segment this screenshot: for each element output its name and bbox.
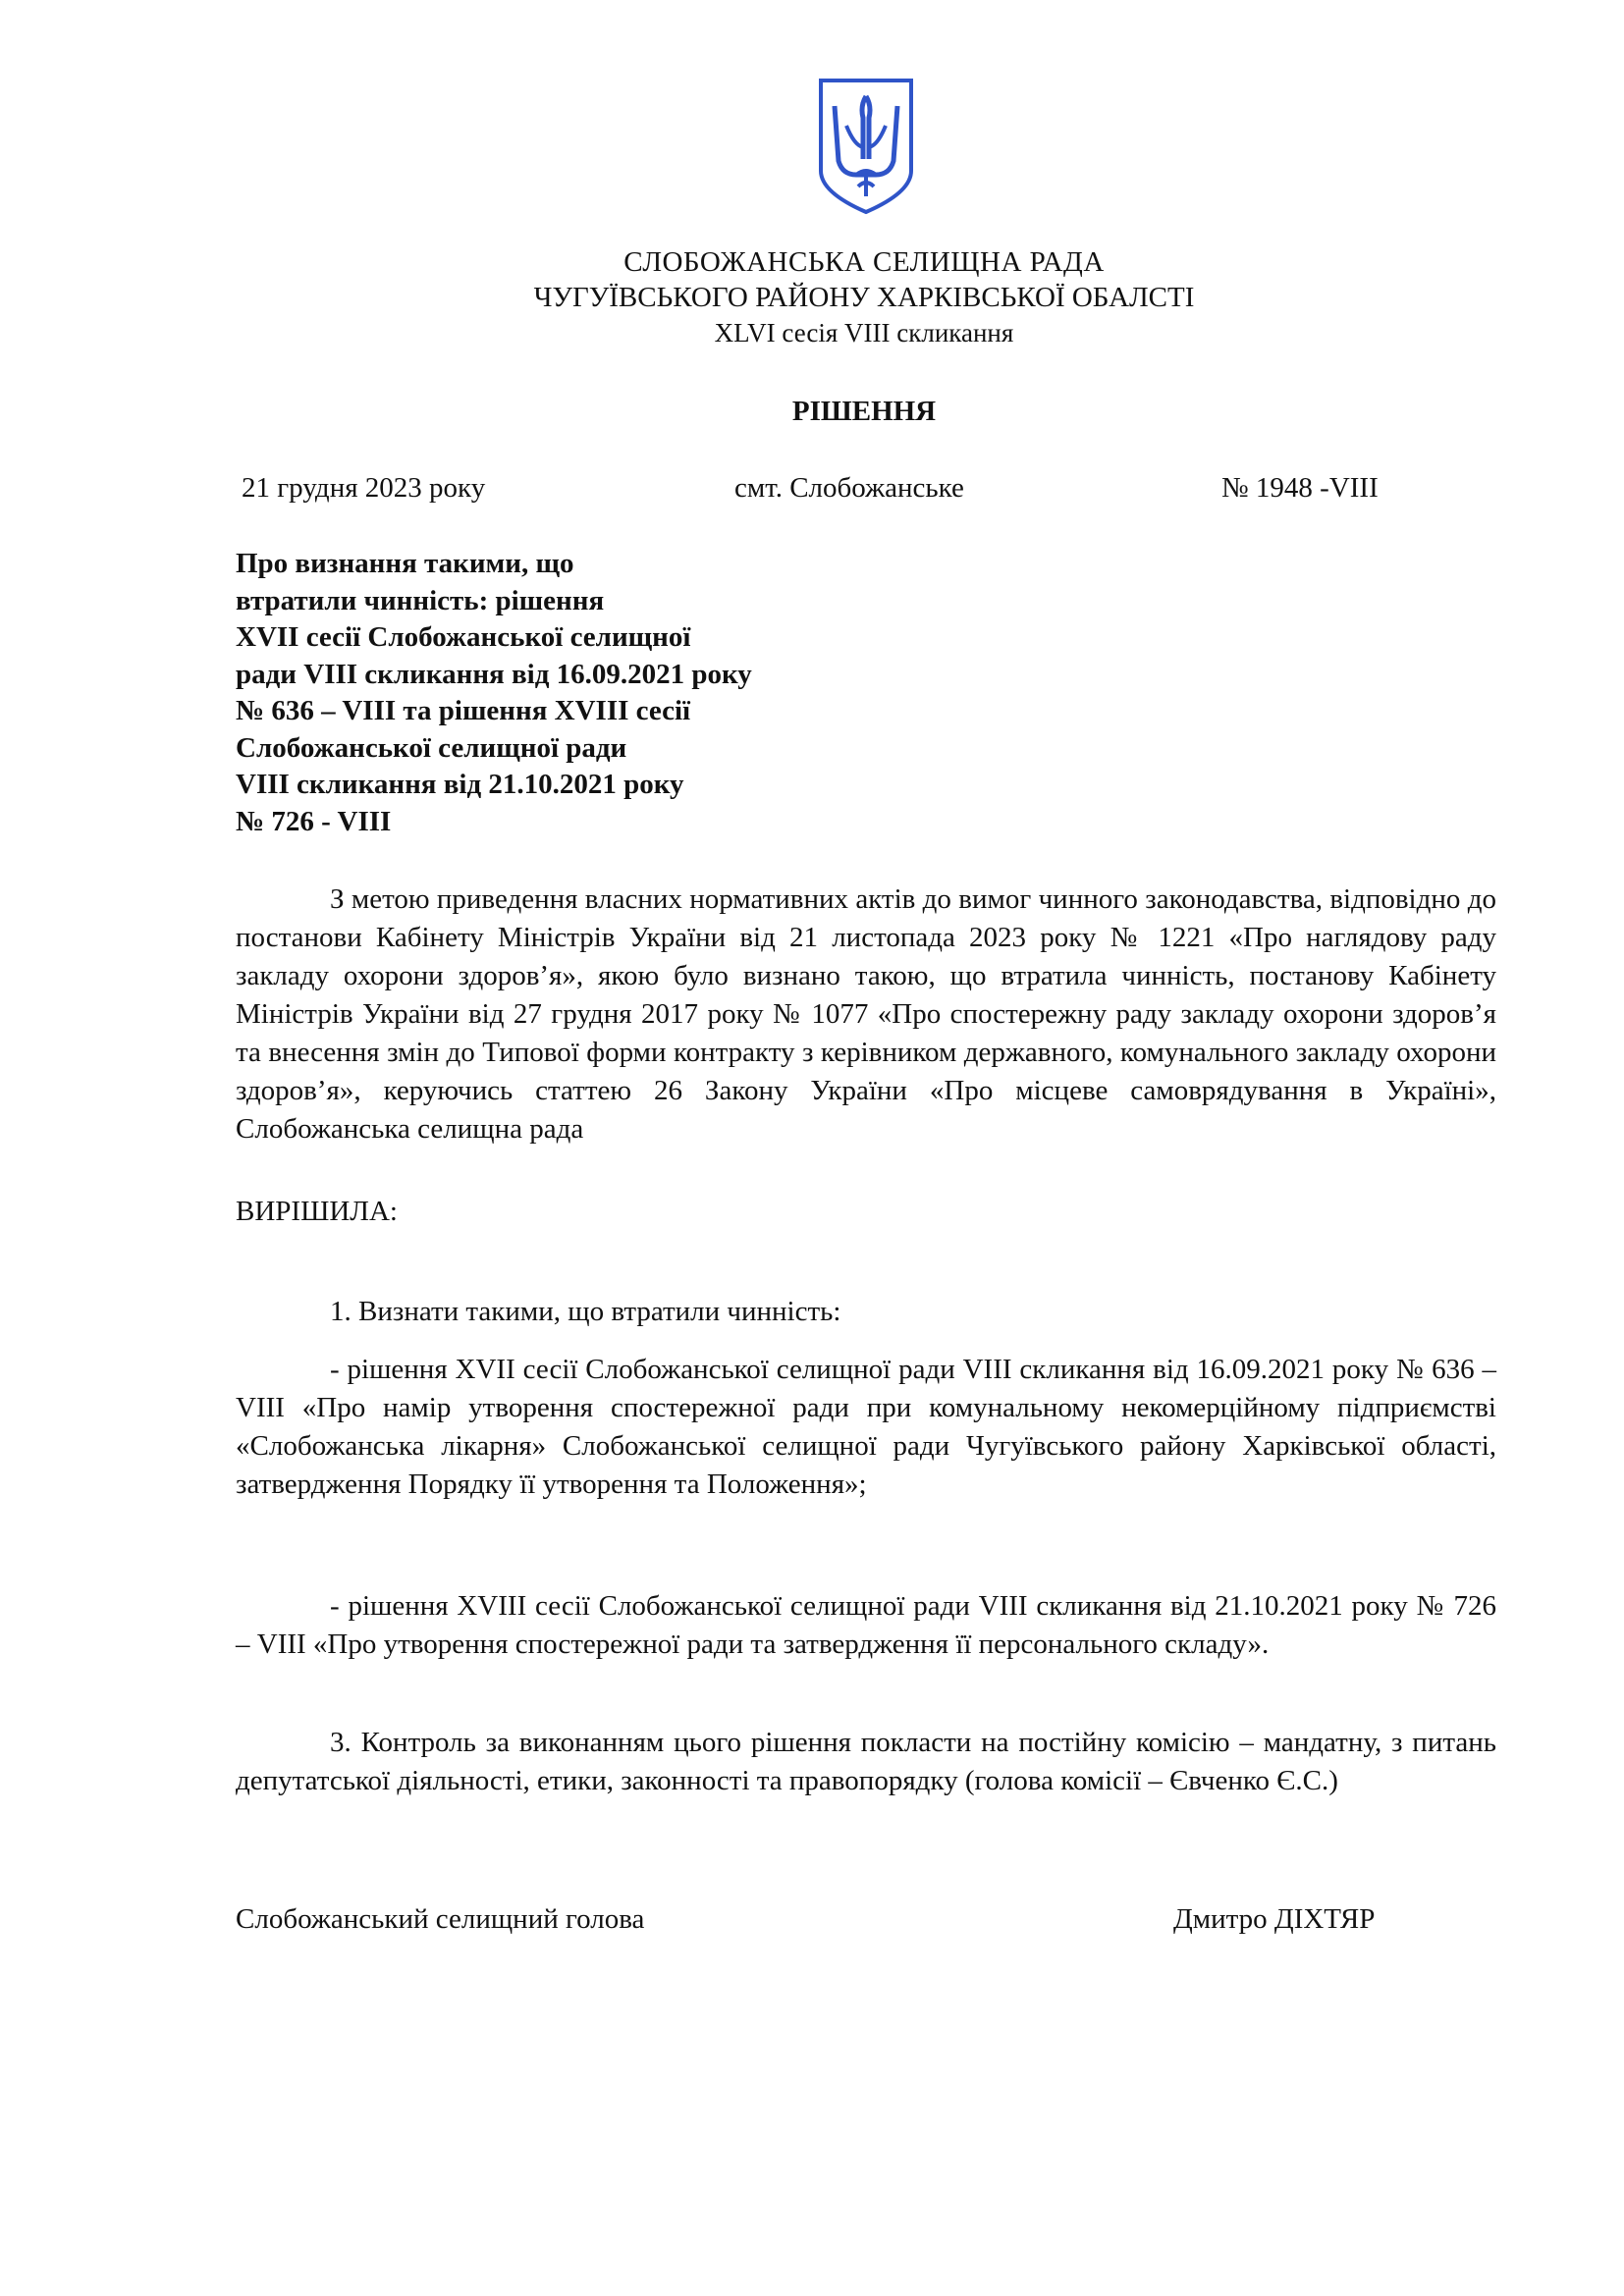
subject-line: втратили чинність: рішення (236, 584, 605, 616)
session-line: XLVI сесія VIII скликання (714, 318, 1014, 347)
decision-date: 21 грудня 2023 року (242, 472, 486, 504)
document-title: РІШЕННЯ (791, 396, 937, 427)
subject-line: ради VIII скликання від 16.09.2021 року (236, 658, 752, 690)
decision-item-1a: - рішення XVII сесії Слобожанської селищної ради VIII скликання від 16.09.2021 року № 636 – VIII «Про намір утворення спостережної ради при комунальному некомерційному підприємстві «Слобожанська лікарня» Слобожанської селищної ради Чугуївського району Харківської області, затвердження Порядку її утворення та Положення»; (236, 1354, 1496, 1500)
decision-subject (236, 546, 943, 840)
signature-name: Дмитро ДІХТЯР (1173, 1903, 1376, 1935)
subject-line: № 726 - VIII (236, 805, 392, 837)
decision-place: смт. Слобожанське (734, 472, 964, 504)
decision-item-1b: - рішення XVIII сесії Слобожанської селищної ради VIII скликання від 21.10.2021 року № 726 – VIII «Про утворення спостережної ради та затвердження її персонального складу». (236, 1590, 1496, 1660)
signature-position: Слобожанський селищний голова (236, 1903, 645, 1935)
subject-line: XVII сесії Слобожанської селищної (236, 621, 691, 653)
subject-line: Слобожанської селищної ради (236, 731, 627, 764)
decision-number: № 1948 -VIII (1221, 472, 1379, 504)
council-name: СЛОБОЖАНСЬКА СЕЛИЩНА РАДА (623, 246, 1105, 278)
decision-item-1: 1. Визнати такими, що втратили чинність: (330, 1296, 841, 1327)
subject-line: VIII скликання від 21.10.2021 року (236, 769, 684, 800)
district-name: ЧУГУЇВСЬКОГО РАЙОНУ ХАРКІВСЬКОЇ ОБАЛСТІ (533, 282, 1195, 313)
preamble-paragraph: З метою приведення власних нормативних актів до вимог чинного законодавства, відповідно до постанови Кабінету Міністрів України від 21 листопада 2023 року № 1221 «Про наглядову раду закладу охорони здоров’я», якою було визнано такою, що втратила чинність, постанову Кабінету Міністрів України від 27 грудня 2017 року № 1077 «Про спостережну раду закладу охорони здоров’я та внесення змін до Типової форми контракту з керівником державного, комунального закладу охорони здоров’я», керуючись статтею 26 Закону України «Про місцеве самоврядування в Україні», Слобожанська селищна рада (236, 883, 1496, 1145)
decided-heading: ВИРІШИЛА: (236, 1196, 398, 1227)
decision-item-3: 3. Контроль за виконанням цього рішення покласти на постійну комісію – мандатну, з питань депутатської діяльності, етики, законності та правопорядку (голова комісії – Євченко Є.С.) (236, 1727, 1496, 1796)
trident-coat-of-arms-icon (817, 77, 915, 216)
subject-line: Про визнання такими, що (236, 548, 574, 579)
subject-line: № 636 – VIII та рішення XVIII сесії (236, 695, 691, 726)
